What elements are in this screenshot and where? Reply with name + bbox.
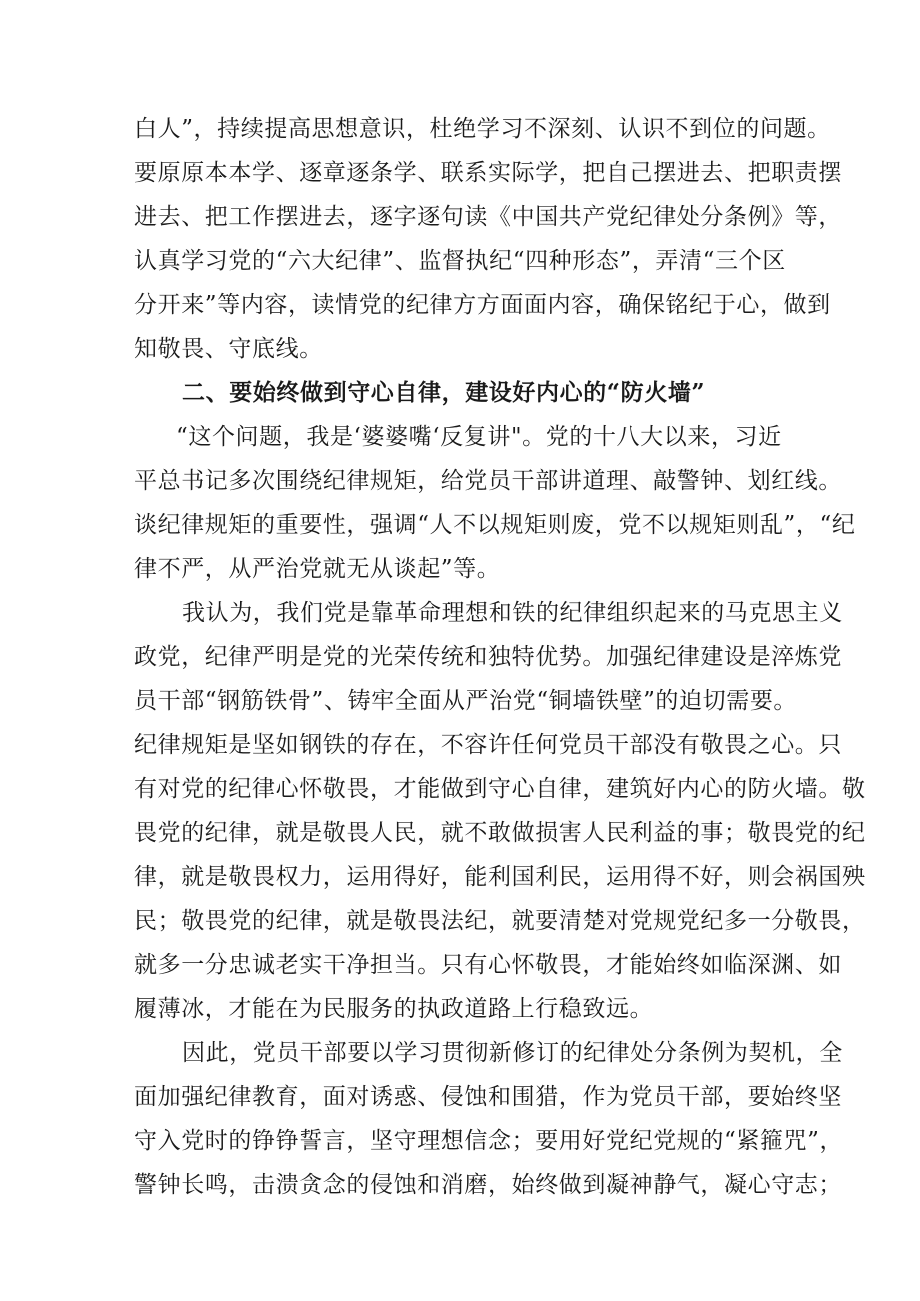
paragraph-3-line-2: 政党，纪律严明是党的光荣传统和独特优势。加强纪律建设是淬炼党 [134, 644, 842, 670]
paragraph-3-line-10: 履薄冰，才能在为民服务的执政道路上行稳致远。 [134, 996, 654, 1022]
paragraph-3-line-3: 员干部“钢筋铁骨”、铸牢全面从严治党“铜墙铁壁”的迫切需要。 [134, 688, 798, 714]
section-heading: 二、要始终做到守心自律，建设好内心的“防火墙” [182, 379, 706, 406]
paragraph-2-line-1: “这个问题，我是‘婆婆嘴‘反复讲"。党的十八大以来，习近 [176, 424, 782, 450]
paragraph-3-line-5: 有对党的纪律心怀敬畏，才能做到守心自律，建筑好内心的防火墙。敬 [134, 776, 866, 802]
paragraph-3-line-7: 律，就是敬畏权力，运用得好，能利国利民，运用得不好，则会祸国殃 [134, 864, 866, 890]
paragraph-4-line-2: 面加强纪律教育，面对诱惑、侵蚀和围猎，作为党员干部，要始终坚 [134, 1084, 842, 1110]
paragraph-1-line-5: 分开来”等内容，读情党的纪律方方面面内容，确保铭纪于心，做到 [134, 292, 831, 318]
paragraph-3-line-8: 民；敬畏党的纪律，就是敬畏法纪，就要清楚对党规党纪多一分敬畏， [134, 908, 866, 934]
paragraph-1-line-6: 知敬畏、守底线。 [134, 336, 323, 362]
paragraph-3-line-9: 就多一分忠诚老实干净担当。只有心怀敬畏，才能始终如临深渊、如 [134, 952, 842, 978]
paragraph-4-line-3: 守入党时的铮铮誓言，坚守理想信念；要用好党纪党规的“紧箍咒”， [134, 1128, 844, 1154]
paragraph-2-line-4: 律不严，从严治党就无从谈起”等。 [134, 556, 501, 582]
paragraph-4-line-1: 因此，党员干部要以学习贯彻新修订的纪律处分条例为契机，全 [182, 1040, 843, 1066]
paragraph-3-line-6: 畏党的纪律，就是敬畏人民，就不敢做损害人民利益的事；敬畏党的纪 [134, 820, 866, 846]
paragraph-4-line-4: 警钟长鸣，击溃贪念的侵蚀和消磨，始终做到凝神静气，凝心守志； [134, 1172, 842, 1198]
paragraph-1-line-2: 要原原本本学、逐章逐条学、联系实际学，把自己摆进去、把职责摆 [134, 160, 842, 186]
paragraph-1-line-4: 认真学习党的“六大纪律”、监督执纪“四种形态”，弄清“三个区 [134, 248, 786, 274]
paragraph-2-line-3: 谈纪律规矩的重要性，强调“人不以规矩则废，党不以规矩则乱”，“纪 [134, 512, 856, 538]
paragraph-1-line-3: 进去、把工作摆进去，逐字逐句读《中国共产党纪律处分条例》等， [134, 204, 842, 230]
paragraph-2-line-2: 平总书记多次围绕纪律规矩，给党员干部讲道理、敲警钟、划红线。 [134, 468, 842, 494]
paragraph-1-line-1: 白人”，持续提高思想意识，杜绝学习不深刻、认识不到位的问题。 [134, 116, 831, 142]
paragraph-3-line-4: 纪律规矩是坚如钢铁的存在，不容许任何党员干部没有敬畏之心。只 [134, 732, 842, 758]
paragraph-3-line-1: 我认为，我们党是靠革命理想和铁的纪律组织起来的马克思主义 [182, 600, 843, 626]
